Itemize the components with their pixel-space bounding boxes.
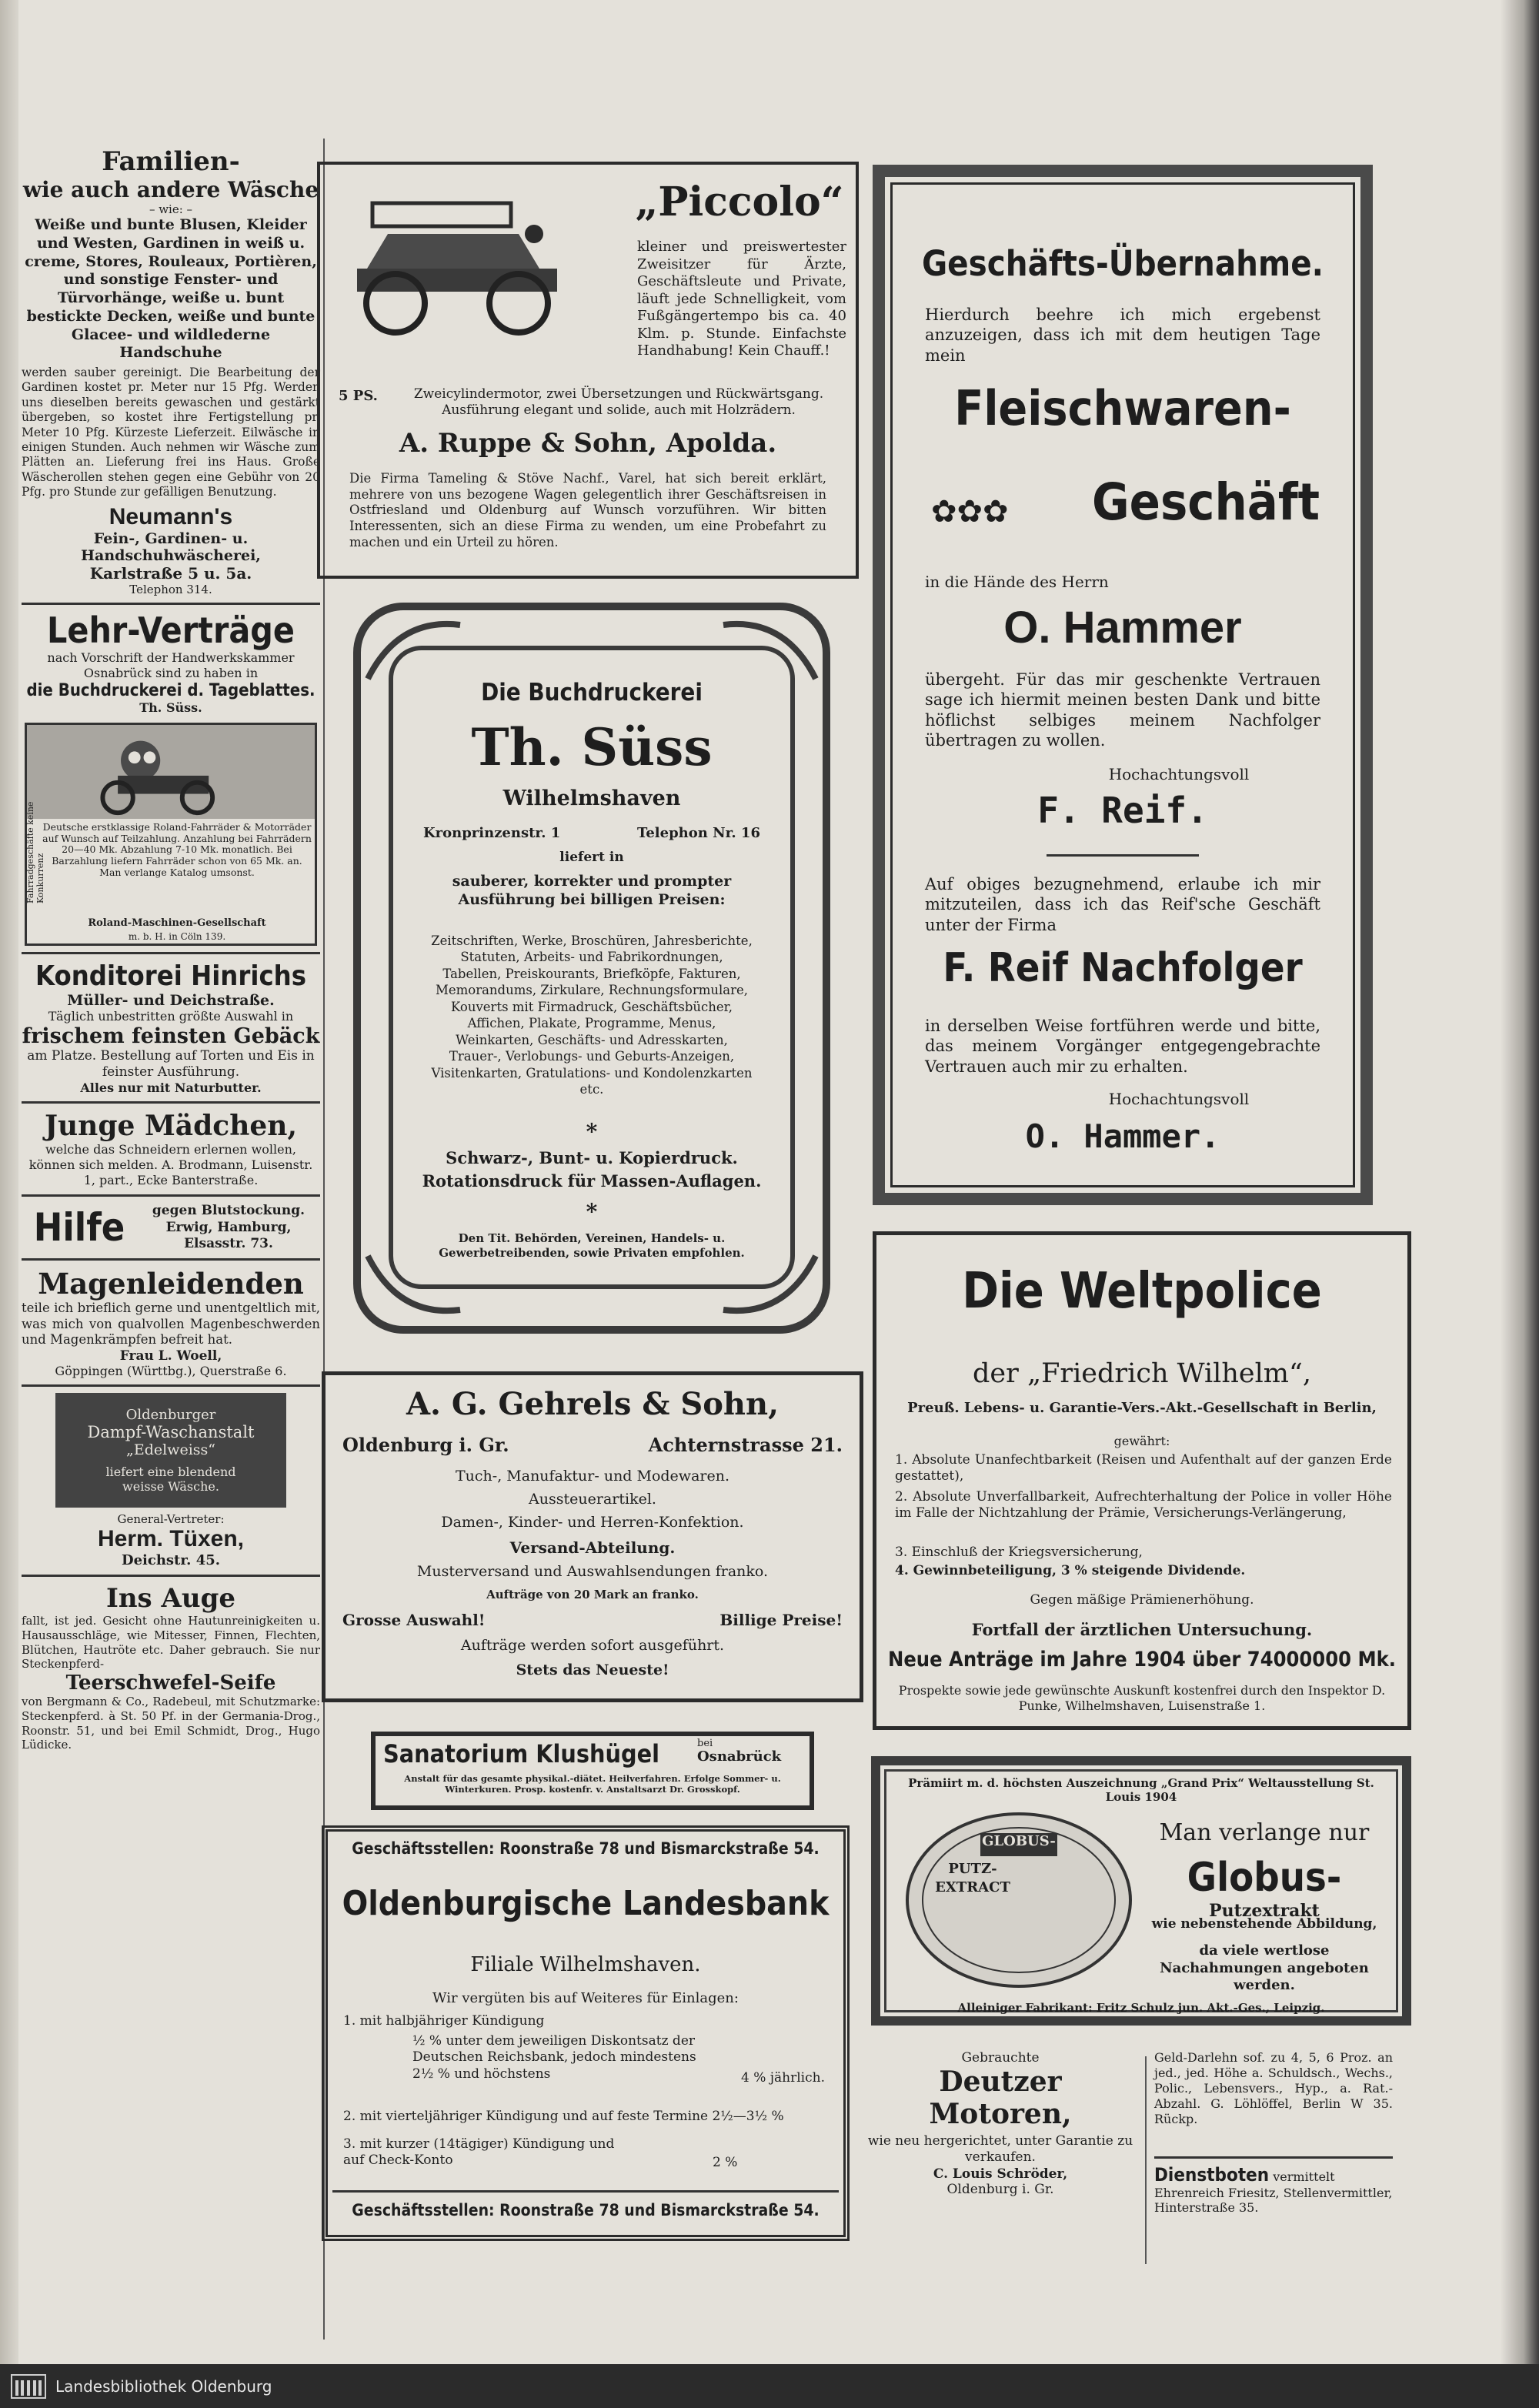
ad-line: Schwarz-, Bunt- u. Kopierdruck. — [446, 1148, 738, 1167]
motorcyclist-image — [27, 725, 315, 819]
ad-title: Geschäfts-Übernahme. — [921, 243, 1324, 284]
ad-title: Sanatorium Klushügel — [383, 1739, 660, 1768]
ad-line: Rotationsdruck für Massen-Auflagen. — [422, 1171, 762, 1191]
ad-title: Lehr-Verträge — [47, 610, 295, 652]
dienstboten-ad — [1154, 2164, 1393, 2215]
ad-body: fallt, ist jed. Gesicht ohne Hautunreinigkeiten u. Hausausschläge, wie Mitesser, Finnen, Flechten, Blütchen, Hautröte etc. Daher gebrauch. Sie nur Steckenpferd- — [22, 1614, 320, 1672]
ad-highlight: Fleischwaren- — [954, 380, 1291, 436]
globus-can-image — [903, 1810, 1134, 1990]
signature-city: Göppingen (Württbg.), Querstraße 6. — [55, 1364, 287, 1379]
automobile-icon — [342, 188, 573, 342]
clover-icon: ✿ — [956, 494, 983, 529]
ad-body: am Platze. Bestellung auf Torten und Eis in feinster Ausführung. — [27, 1047, 315, 1080]
bank-branch: Filiale Wilhelmshaven. — [470, 1953, 701, 1976]
ad-city: Osnabrück — [697, 1748, 782, 1765]
ad-body: wie neu hergerichtet, unter Garantie zu verkaufen. — [867, 2133, 1133, 2166]
ad-body: in derselben Weise fortführen werde und bitte, das meinem Vorgänger entgegengebrachte Vertrauen auch mir zu erhalten. — [925, 1017, 1320, 1076]
ad-body: welche das Schneidern erlernen wollen, können sich melden. A. Brodmann, Luisenstr. 1, part., Ecke Banterstraße. — [28, 1142, 313, 1188]
ad-title: „Piccolo“ — [635, 179, 844, 225]
firm-name: Neumann's — [108, 504, 233, 530]
library-name[interactable]: Landesbibliothek Oldenburg — [55, 2376, 272, 2396]
firm-name: C. Louis Schröder, — [933, 2166, 1068, 2182]
ad-title: Familien- — [102, 146, 240, 177]
ad-footer: Alleiniger Fabrikant: Fritz Schulz jun. Akt.-Ges., Leipzig. — [957, 2001, 1325, 2015]
ad-highlight: frischem feinsten Gebäck — [22, 1024, 320, 1048]
ad-line: 1. mit halbjähriger Kündigung — [343, 2013, 545, 2029]
ins-auge-ad — [22, 1583, 320, 1752]
divider — [332, 2190, 839, 2193]
divider — [22, 1258, 320, 1261]
ad-body: Täglich unbestritten größte Auswahl in — [48, 1008, 294, 1024]
ad-line: Dampf-Waschanstalt — [87, 1423, 255, 1442]
ad-star: * — [586, 1199, 598, 1224]
left-column — [22, 146, 320, 1752]
ad-star: * — [586, 1119, 598, 1144]
divider — [22, 1384, 320, 1387]
ad-subtitle: wie auch andere Wäsche — [22, 177, 319, 202]
vertical-note: Fahrradgeschäfte keine Konkurrenz — [25, 801, 45, 903]
ad-body: Auf obiges bezugnehmend, erlaube ich mir mitzuteilen, dass ich das Reif'sche Geschäft unter der Firma — [925, 875, 1320, 934]
firm-desc: Fein-, Gardinen- u. Handschuhwäscherei, — [81, 530, 261, 565]
bank-name: Oldenburgische Landesbank — [342, 1884, 830, 1923]
ad-line: „Edelweiss“ — [126, 1441, 215, 1459]
ad-body: übergeht. Für das mir geschenkte Vertrauen sage ich hiermit meinen besten Dank und bitte höflichst selbiges meinem Nachfolger übertragen zu wollen. — [925, 670, 1320, 750]
automobile-image — [342, 188, 573, 342]
junge-maedchen-ad — [22, 1110, 320, 1188]
ad-prize: Prämiirt m. d. höchsten Auszeichnung „Grand Prix“ Weltausstellung St. Louis 1904 — [908, 1776, 1374, 1804]
ad-highlight: Neue Anträge im Jahre 1904 über 74000000 Mk. — [887, 1648, 1397, 1672]
lehrvertraege-ad — [22, 611, 320, 715]
column-rule — [1145, 2056, 1147, 2264]
product-name: Teerschwefel-Seife — [65, 1672, 276, 1695]
ad-list-item: 2. Absolute Unverfallbarkeit, Aufrechterhaltung der Police in voller Höhe im Falle der Nichtzahlung der Prämie, Versicherungs-Verlängerung, — [895, 1489, 1392, 1521]
ad-line: Damen-, Kinder- und Herren-Konfektion. — [441, 1514, 744, 1531]
divider — [22, 603, 320, 605]
firm-address: Karlstraße 5 u. 5a. — [89, 564, 252, 583]
divider — [22, 1194, 320, 1197]
ad-line: weisse Wäsche. — [122, 1479, 219, 1495]
firm-name: F. Reif Nachfolger — [943, 945, 1303, 991]
product-type: Putzextrakt — [1209, 1901, 1320, 1921]
divider — [22, 1101, 320, 1104]
viewer-footer — [0, 2364, 1539, 2408]
konditorei-ad — [22, 960, 320, 1096]
magenleidenden-ad — [22, 1267, 320, 1378]
ad-spec: Zweicylindermotor, zwei Übersetzungen und Rückwärtsgang. Ausführung elegant und solide, auch mit Holzrädern. — [413, 386, 824, 419]
globus-ad — [871, 1756, 1411, 2026]
ad-line: liefert in — [559, 850, 624, 865]
clover-icon: ✿ — [983, 494, 1009, 529]
ad-line: Gegen mäßige Prämienerhöhung. — [1030, 1592, 1254, 1608]
ad-line: wie nebenstehende Abbildung, — [1151, 1916, 1377, 1932]
firm-name: Th. Süss — [471, 717, 713, 777]
ad-line: Wir vergüten bis auf Weiteres für Einlagen: — [432, 1990, 739, 2006]
roland-ad — [25, 723, 317, 946]
ad-line: liefert eine blendend — [105, 1465, 236, 1480]
ad-slogan-left: Grosse Auswahl! — [342, 1611, 486, 1629]
ad-title: Hilfe — [33, 1205, 125, 1251]
ad-footer: Prospekte sowie jede gewünschte Auskunft kostenfrei durch den Inspektor D. Punke, Wilhelmshaven, Luisenstraße 1. — [898, 1683, 1386, 1713]
firm-city: Wilhelmshaven — [502, 787, 681, 810]
ad-rate: 2 % — [713, 2155, 738, 2170]
ad-footer: Geschäftsstellen: Roonstraße 78 und Bismarckstraße 54. — [352, 2201, 820, 2219]
ad-line: Aussteuerartikel. — [529, 1491, 656, 1508]
signature: F. Reif. — [1037, 790, 1208, 831]
ad-body: kleiner und preiswertester Zweisitzer für Ärzte, Geschäftsleute und Private, läuft jede Schnelligkeit, vom Fußgängertempo bis ca. 40 Klm. p. Stunde. Einfachste Handhabung! Kein Chauff.! — [637, 239, 846, 359]
ad-line: gewährt: — [1113, 1434, 1170, 1448]
ad-list-item: 3. Einschluß der Kriegsversicherung, — [895, 1545, 1143, 1560]
ad-body: vermittelt Ehrenreich Friesitz, Stellenvermittler, Hinterstraße 35. — [1154, 2169, 1393, 2215]
ad-line: Tuch-, Manufaktur- und Modewaren. — [456, 1468, 729, 1485]
ad-body: nach Vorschrift der Handwerkskammer Osnabrück sind zu haben in — [47, 650, 295, 680]
familienwaesche-ad — [22, 146, 320, 596]
divider — [1154, 2156, 1393, 2159]
company-name: Preuß. Lebens- u. Garantie-Vers.-Akt.-Gesellschaft in Berlin, — [907, 1400, 1377, 1416]
ad-line: Stets das Neueste! — [516, 1662, 669, 1678]
ad-line: 3. mit kurzer (14tägiger) Kündigung und auf Check-Konto — [343, 2136, 615, 2169]
landesbank-ad — [322, 1825, 850, 2241]
ad-slogan-right: Billige Preise! — [719, 1611, 843, 1629]
ad-line: in die Hände des Herrn — [925, 573, 1109, 591]
can-label: GLOBUS- — [982, 1833, 1056, 1849]
can-label: PUTZ- — [948, 1861, 997, 1877]
ad-body: von Bergmann & Co., Radebeul, mit Schutzmarke: Steckenpferd. à St. 50 Pf. in der Germania-Drog., Roonstr. 51, und bei Emil Schmidt, Drog., Hugo Lüdicke. — [22, 1695, 320, 1752]
person-name: O. Hammer — [1003, 603, 1242, 653]
ad-line: Aufträge werden sofort ausgeführt. — [460, 1637, 725, 1654]
ad-list: Zeitschriften, Werke, Broschüren, Jahresberichte, Statuten, Arbeits- und Fabrikordnungen, Tabellen, Preiskourants, Briefköpfe, Fakturen, Memorandums, Zirkulare, Rechnungsformulare, Kouverts mit Firmadruck, Geschäftsbücher, Affichen, Plakate, Programme, Menus, Weinkarten, Geschäfts- und Adresskarten, Trauer-, Verlobungs- und Geburts-Anzeigen, Visitenkarten, Gratulations- und Kondolenzkarten etc. — [431, 933, 753, 1097]
firm-address: Kronprinzenstr. 1 — [423, 825, 561, 841]
ad-body: gegen Blutstockung. Erwig, Hamburg, Elsasstr. 73. — [152, 1203, 305, 1251]
ad-bei: bei — [697, 1738, 713, 1749]
firm-city: Oldenburg i. Gr. — [342, 1434, 509, 1456]
ad-body: Hierdurch beehre ich mich ergebenst anzuzeigen, dass ich mit dem heutigen Tage mein — [925, 306, 1320, 365]
ad-body: werden sauber gereinigt. Die Bearbeitung der Gardinen kostet pr. Meter nur 15 Pfg. Werden uns dieselben bereits gewaschen und gestärkt übergeben, so kostet ihre Fertigstellung pr. Meter 10 Pfg. Kürzeste Lieferzeit. Eilwäsche in einigen Stunden. Auch nehmen wir Wäsche zum Plätten an. Lieferung frei ins Haus. Große Wäscherollen stehen gegen eine Gebühr von 20 Pfg. pro Stunde zur gefälligen Benutzung. — [22, 366, 320, 499]
firm-address: Achternstrasse 21. — [648, 1434, 843, 1456]
firm-name: A. Ruppe & Sohn, Apolda. — [399, 428, 777, 459]
ad-line: da viele wertlose Nachahmungen angeboten werden. — [1160, 1942, 1369, 1993]
ad-spec-ps: 5 PS. — [339, 388, 378, 404]
ad-items: Weiße und bunte Blusen, Kleider und Westen, Gardinen in weiß u. creme, Stores, Rouleaux, Portièren, und sonstige Fenster- und Türvorhänge, weiße u. bunt bestickte Decken, weiße und bunte Glacee- und wildlederne Handschuhe — [25, 216, 317, 362]
geld-darlehn-ad — [1154, 2050, 1393, 2127]
ad-body: Anstalt für das gesamte physikal.-diätet. Heilverfahren. Erfolge Sommer- u. Winterkuren. Prosp. kostenfr. v. Anstaltsarzt Dr. Grosskopf. — [404, 1773, 781, 1795]
ad-body: teile ich brieflich gerne und unentgeltlich mit, was mich von qualvollen Magenbeschwerden und Magenkrämpfen befreit hat. — [22, 1301, 320, 1348]
ad-line: Musterversand und Auswahlsendungen franko. — [416, 1563, 769, 1580]
ad-line: Aufträge von 20 Mark an franko. — [486, 1588, 699, 1601]
clover-icon: ✿ — [931, 494, 957, 529]
ad-list-item: 4. Gewinnbeteiligung, 3 % steigende Dividende. — [895, 1563, 1246, 1578]
firm-name: Roland-Maschinen-Gesellschaft — [88, 917, 266, 929]
signature: Th. Süss. — [139, 700, 202, 715]
firm-city: Oldenburg i. Gr. — [946, 2181, 1054, 2197]
ad-title: Dienstboten — [1154, 2164, 1270, 2186]
product-name: Globus- — [1187, 1855, 1342, 1901]
can-label: EXTRACT — [935, 1879, 1010, 1895]
firm-city: m. b. H. in Cöln 139. — [128, 930, 226, 942]
ad-line: Oldenburger — [125, 1407, 216, 1424]
ad-line: Gebrauchte — [961, 2050, 1040, 2066]
ad-small: – wie: – — [149, 202, 193, 216]
firm-name: A. G. Gehrels & Sohn, — [406, 1386, 780, 1422]
ad-line: Man verlange nur — [1159, 1819, 1370, 1846]
ad-title: Magenleidenden — [38, 1267, 304, 1301]
ad-highlight: Geschäft — [1091, 473, 1320, 532]
ad-title: Deutzer Motoren, — [929, 2066, 1072, 2130]
ad-header: Geschäftsstellen: Roonstraße 78 und Bismarckstraße 54. — [352, 1839, 820, 1858]
ad-line: Versand-Abteilung. — [509, 1538, 676, 1557]
geschaefts-uebernahme-ad — [873, 165, 1373, 1205]
hilfe-ad — [22, 1203, 320, 1252]
ad-list-item: 1. Absolute Unanfechtbarkeit (Reisen und Aufenthalt auf der ganzen Erde gestattet), — [895, 1452, 1392, 1485]
deutzer-motoren-ad — [866, 2050, 1134, 2281]
piccolo-ad — [317, 162, 859, 579]
ad-footer: Alles nur mit Naturbutter. — [80, 1080, 262, 1096]
ad-body: Deutsche erstklassige Roland-Fahrräder & Motorräder auf Wunsch auf Teilzahlung. Anzahlung bei Fahrrädern 20—40 Mk. Abzahlung 7-10 Mk. monatlich. Bei Barzahlung liefern Fahrräder schon von 65 Mk. an. Man verlange Katalog umsonst. — [42, 820, 312, 878]
ad-footer: Den Tit. Behörden, Vereinen, Handels- u. Gewerbetreibenden, sowie Privaten empfohlen. — [439, 1231, 745, 1260]
ad-line: 2. mit vierteljähriger Kündigung und auf feste Termine 2½—3½ % — [343, 2109, 784, 2124]
ad-title: Ins Auge — [105, 1583, 236, 1615]
ad-closing: Hochachtungsvoll — [1108, 765, 1250, 783]
ad-title-line: Die Buchdruckerei — [481, 679, 703, 706]
general-name: Herm. Tüxen, — [97, 1526, 245, 1552]
ad-rate: 4 % jährlich. — [740, 2070, 825, 2086]
dampf-waschanstalt-ad — [55, 1393, 286, 1508]
ad-note: Die Firma Tameling & Stöve Nachf., Varel, hat sich bereit erklärt, mehrere von uns bezogene Wagen gelegentlich ihrer Geschäftsreisen in Ostfriesland und Oldenburg auf Wunsch vorzuführen. Wir bitten Interessenten, sich an diese Firma zu wenden, um eine Probefahrt zu machen und ein Urteil zu hören. — [349, 471, 826, 549]
ad-closing: Hochachtungsvoll — [1108, 1090, 1250, 1108]
ad-line: Fortfall der ärztlichen Untersuchung. — [971, 1620, 1313, 1639]
product-name-row — [1142, 1855, 1387, 1921]
motorcyclist-icon — [27, 725, 315, 819]
clover-ornament — [931, 494, 1009, 529]
general-label: General-Vertreter: — [117, 1512, 225, 1527]
library-logo-icon — [11, 2374, 46, 2399]
weltpolice-ad — [873, 1231, 1411, 1730]
firm-telephone: Telephon Nr. 16 — [637, 825, 760, 841]
ad-title: Die Weltpolice — [962, 1263, 1322, 1320]
firm-telephone: Telephon 314. — [129, 583, 212, 597]
divider — [22, 952, 320, 954]
signature: Frau L. Woell, — [119, 1348, 222, 1364]
divider — [1047, 854, 1199, 857]
firm-name: die Buchdruckerei d. Tageblattes. — [26, 680, 315, 700]
buchdruckerei-suess-ad — [352, 602, 831, 1334]
ad-line: ½ % unter dem jeweiligen Diskontsatz der Deutschen Reichsbank, jedoch mindestens 2½ % und höchstens — [412, 2033, 696, 2082]
gehrels-ad — [322, 1371, 863, 1702]
divider — [22, 1575, 320, 1577]
general-address: Deichstr. 45. — [121, 1552, 221, 1569]
ad-line: sauberer, korrekter und prompter Ausführung bei billigen Preisen: — [452, 873, 732, 908]
ad-subtitle: der „Friedrich Wilhelm“, — [972, 1358, 1312, 1389]
ad-title: Junge Mädchen, — [44, 1110, 298, 1143]
ad-body: Geld-Darlehn sof. zu 4, 5, 6 Proz. an jed., jed. Höhe a. Schuldsch., Wechs., Polic., Lebensvers., Hyp., a. Rat.-Abzahl. G. Löhlöffel, Berlin W 35. Rückp. — [1154, 2050, 1393, 2126]
sanatorium-ad — [371, 1732, 814, 1810]
ad-address: Müller- und Deichstraße. — [67, 991, 275, 1009]
signature: O. Hammer. — [1025, 1117, 1220, 1155]
ad-title: Konditorei Hinrichs — [35, 960, 306, 992]
